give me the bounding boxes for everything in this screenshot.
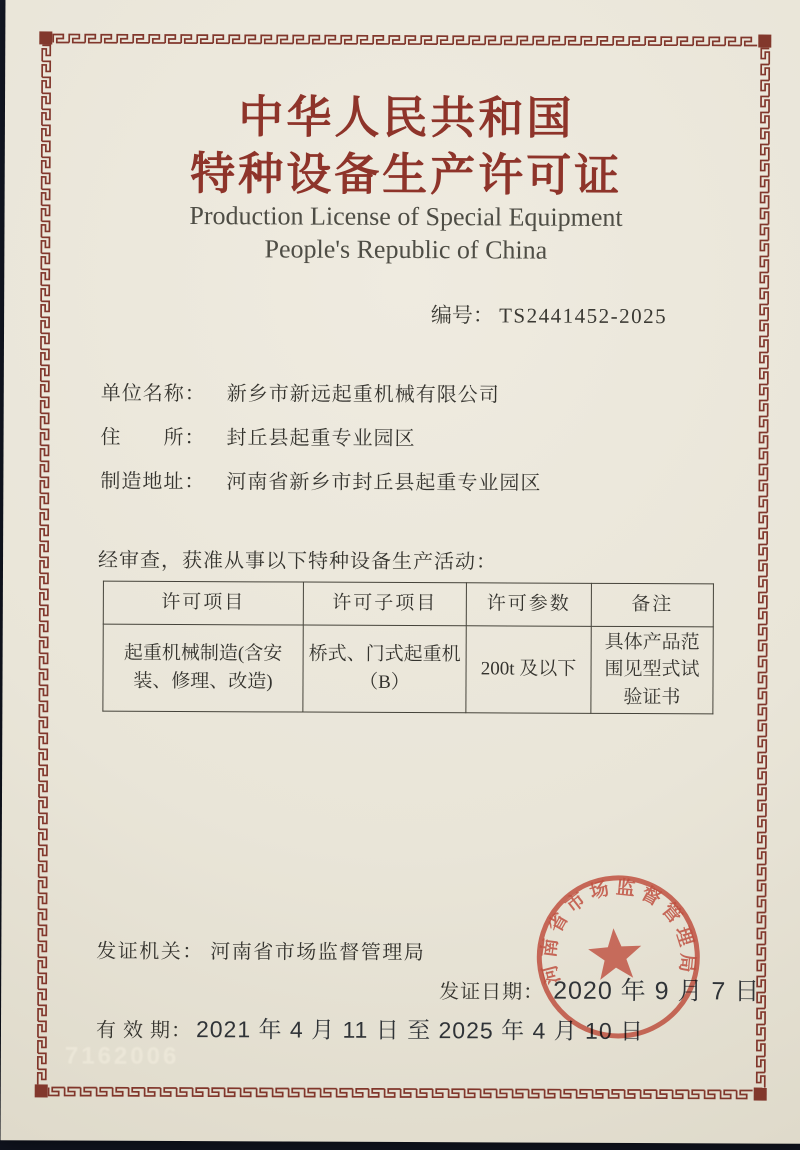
table-cell-sub-item: 桥式、门式起重机（B） [303, 625, 466, 713]
validity-value: 2021 年 4 月 11 日 至 2025 年 4 月 10 日 [195, 1016, 645, 1045]
issue-date-value: 2020 年 9 月 7 日 [553, 976, 761, 1006]
title-cn-line2: 特种设备生产许可证 [190, 149, 623, 201]
issue-date-label: 发证日期： [439, 981, 545, 1004]
title-cn-line1: 中华人民共和国 [238, 92, 575, 144]
field-company-name-label: 单位名称： [100, 382, 206, 406]
license-number-label: 编号： [430, 303, 494, 328]
frame-border-left [35, 44, 54, 1084]
table-header-sub-item: 许可子项目 [303, 582, 466, 626]
field-company-name-value: 新乡市新远起重机械有限公司 [226, 383, 500, 407]
frame-border-bottom [48, 1084, 754, 1101]
issuer-line [96, 935, 425, 965]
field-domicile [101, 421, 416, 451]
seal-text: 河南省市场监督管理局 [538, 877, 698, 987]
field-manufacture-address-label: 制造地址： [100, 470, 206, 494]
field-manufacture-address [100, 465, 541, 496]
table-header-row [103, 581, 713, 627]
field-domicile-label: 住 所： [100, 426, 206, 450]
seal-star [587, 926, 643, 980]
license-scope-table [102, 581, 714, 715]
license-number [431, 299, 667, 330]
table-cell-remark: 具体产品范围见型式试验证书 [591, 626, 713, 714]
frame-corner-bottom-right [754, 1088, 767, 1101]
title-en-line2: People's Republic of China [264, 234, 548, 265]
validity-label: 有 效 期： [95, 1019, 193, 1043]
frame-corner-top-right [758, 35, 771, 48]
field-domicile-value: 封丘县起重专业园区 [226, 427, 416, 451]
svg-text:河南省市场监督管理局 [533, 870, 700, 986]
table-header-parameter: 许可参数 [466, 583, 591, 627]
issuer-label: 发证机关： [96, 940, 204, 964]
embossed-serial: 7162006 [64, 1042, 180, 1071]
license-number-value: TS2441452-2025 [499, 303, 668, 329]
frame-corner-bottom-left [35, 1084, 48, 1097]
table-header-remark: 备注 [591, 583, 713, 627]
table-row [103, 624, 713, 714]
title-en-line1: Production License of Special Equipment [189, 201, 623, 232]
issuer-value: 河南省市场监督管理局 [210, 941, 426, 965]
field-manufacture-address-value: 河南省新乡市封丘县起重专业园区 [226, 471, 542, 495]
frame-border-right [754, 48, 773, 1088]
frame-border-top [52, 31, 758, 48]
approval-note: 经审查，获准从事以下特种设备生产活动： [97, 549, 498, 574]
table-cell-parameter: 200t 及以下 [466, 626, 591, 714]
frame-corner-top-left [39, 31, 52, 44]
field-company-name [101, 377, 500, 408]
certificate-paper [1, 0, 800, 1144]
official-seal [523, 861, 714, 1052]
table-cell-item: 起重机械制造(含安装、修理、改造) [103, 624, 303, 712]
table-header-item: 许可项目 [103, 581, 303, 625]
